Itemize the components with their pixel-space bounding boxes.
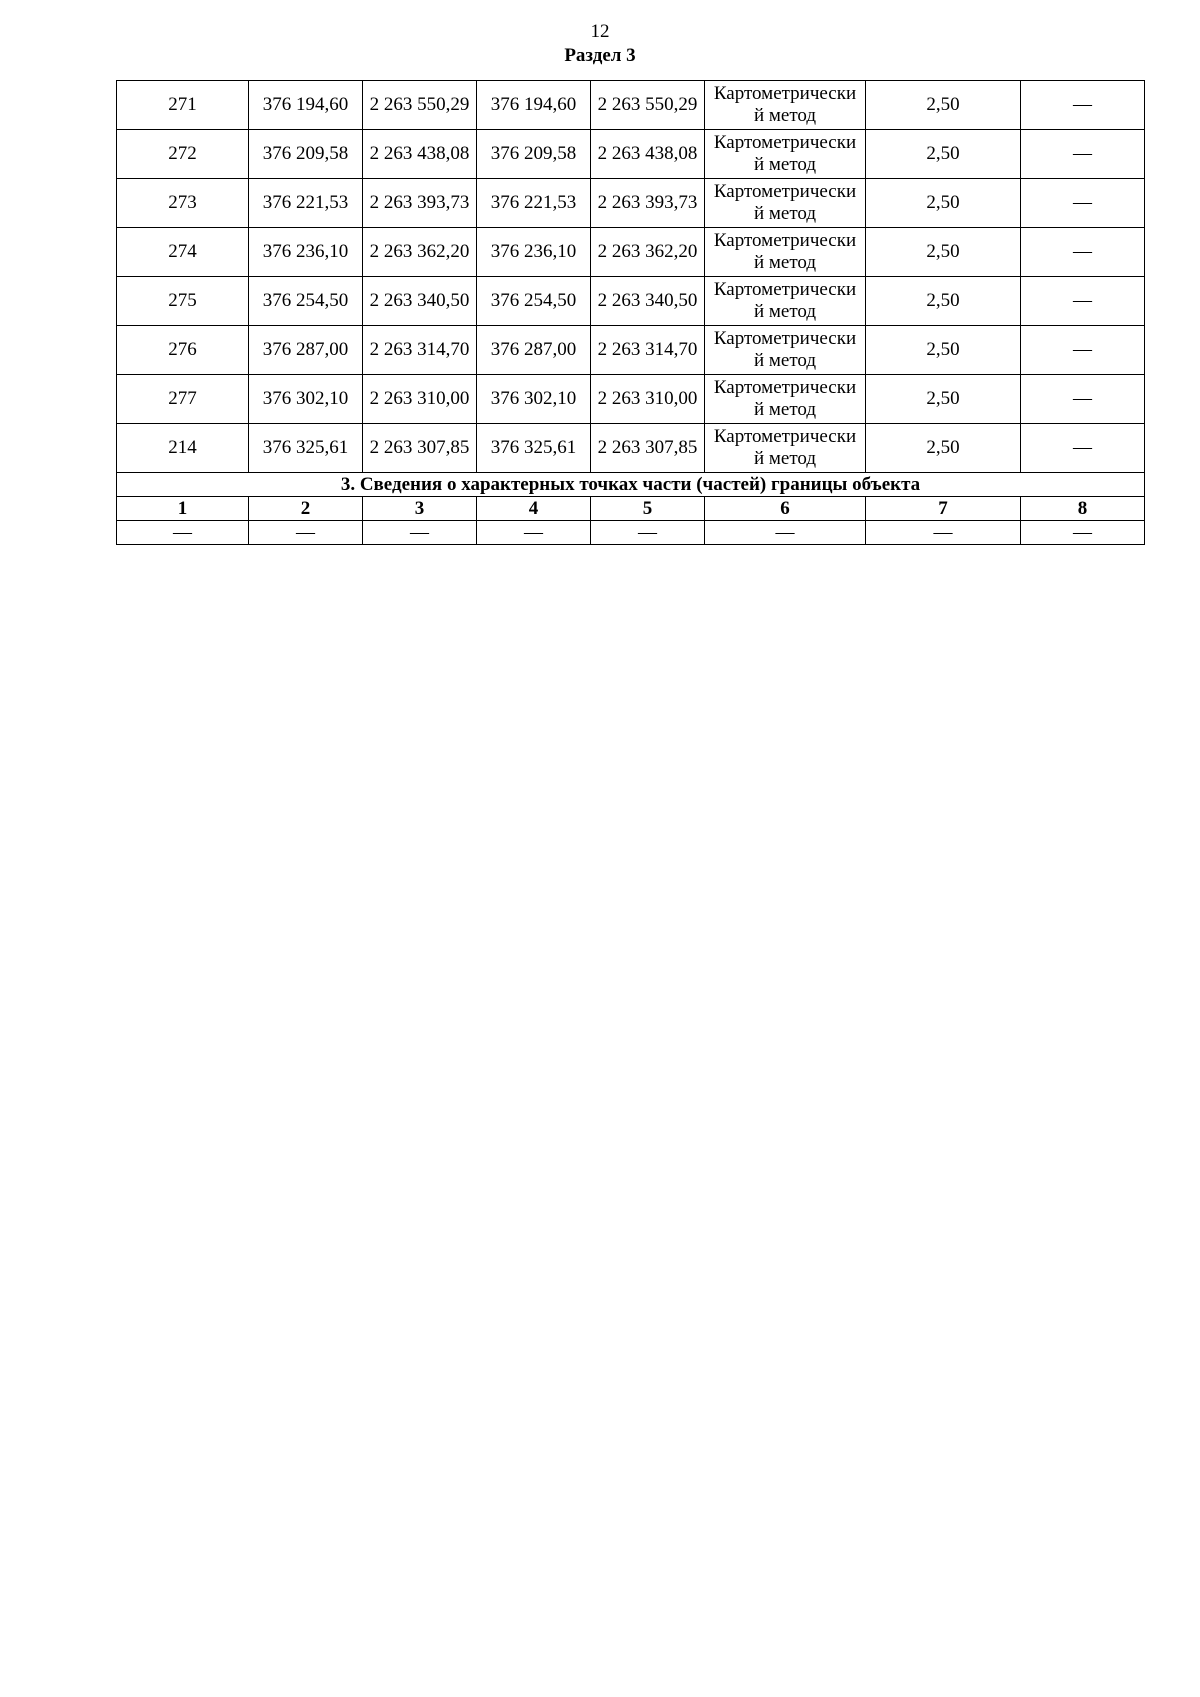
point-number-cell: 272 <box>117 130 249 179</box>
new-y-cell: 2 263 310,00 <box>591 375 705 424</box>
existing-y-cell: 2 263 550,29 <box>363 81 477 130</box>
method-cell <box>705 326 866 375</box>
column-number: 7 <box>866 497 1021 521</box>
method-line-1: Картометрически <box>713 377 857 398</box>
method-cell <box>705 130 866 179</box>
table-row <box>117 81 1145 130</box>
accuracy-cell: 2,50 <box>866 326 1021 375</box>
empty-cell: — <box>117 521 249 545</box>
page-number: 12 <box>590 21 610 42</box>
new-y-cell: 2 263 314,70 <box>591 326 705 375</box>
accuracy-cell: 2,50 <box>866 130 1021 179</box>
accuracy-cell: 2,50 <box>866 179 1021 228</box>
method-line-2: й метод <box>753 448 817 469</box>
new-x-cell: 376 236,10 <box>477 228 591 277</box>
method-line-1: Картометрически <box>713 279 857 300</box>
method-line-1: Картометрически <box>713 83 857 104</box>
point-number-cell: 273 <box>117 179 249 228</box>
column-number: 4 <box>477 497 591 521</box>
method-cell <box>705 375 866 424</box>
method-line-2: й метод <box>753 105 817 126</box>
existing-x-cell: 376 287,00 <box>249 326 363 375</box>
method-cell <box>705 179 866 228</box>
method-line-1: Картометрически <box>713 181 857 202</box>
existing-x-cell: 376 209,58 <box>249 130 363 179</box>
note-cell: — <box>1021 81 1145 130</box>
point-number-cell: 276 <box>117 326 249 375</box>
table-row <box>117 130 1145 179</box>
note-cell: — <box>1021 424 1145 473</box>
method-line-1: Картометрически <box>713 328 857 349</box>
existing-x-cell: 376 194,60 <box>249 81 363 130</box>
method-cell <box>705 277 866 326</box>
table-row <box>117 179 1145 228</box>
empty-cell: — <box>249 521 363 545</box>
method-cell <box>705 228 866 277</box>
subsection-title-row <box>117 473 1145 497</box>
accuracy-cell: 2,50 <box>866 228 1021 277</box>
table-row <box>117 277 1145 326</box>
existing-y-cell: 2 263 340,50 <box>363 277 477 326</box>
existing-x-cell: 376 325,61 <box>249 424 363 473</box>
column-number-row <box>117 497 1145 521</box>
method-cell <box>705 424 866 473</box>
method-line-2: й метод <box>753 203 817 224</box>
note-cell: — <box>1021 375 1145 424</box>
accuracy-cell: 2,50 <box>866 81 1021 130</box>
existing-x-cell: 376 254,50 <box>249 277 363 326</box>
new-x-cell: 376 209,58 <box>477 130 591 179</box>
empty-cell: — <box>591 521 705 545</box>
point-number-cell: 277 <box>117 375 249 424</box>
table-body <box>117 81 1145 473</box>
accuracy-cell: 2,50 <box>866 424 1021 473</box>
subsection-body <box>117 473 1145 545</box>
existing-y-cell: 2 263 314,70 <box>363 326 477 375</box>
empty-cell: — <box>1021 521 1145 545</box>
empty-cell: — <box>866 521 1021 545</box>
table-row <box>117 375 1145 424</box>
empty-cell: — <box>363 521 477 545</box>
empty-data-row <box>117 521 1145 545</box>
accuracy-cell: 2,50 <box>866 375 1021 424</box>
new-x-cell: 376 254,50 <box>477 277 591 326</box>
column-number: 8 <box>1021 497 1145 521</box>
existing-x-cell: 376 302,10 <box>249 375 363 424</box>
existing-y-cell: 2 263 393,73 <box>363 179 477 228</box>
method-line-2: й метод <box>753 399 817 420</box>
subsection-title: 3. Сведения о характерных точках части (частей) границы объекта <box>117 473 1145 497</box>
method-cell <box>705 81 866 130</box>
new-y-cell: 2 263 362,20 <box>591 228 705 277</box>
table-row <box>117 228 1145 277</box>
method-line-2: й метод <box>753 252 817 273</box>
method-line-2: й метод <box>753 301 817 322</box>
column-number: 6 <box>705 497 866 521</box>
new-x-cell: 376 302,10 <box>477 375 591 424</box>
method-line-2: й метод <box>753 154 817 175</box>
new-y-cell: 2 263 438,08 <box>591 130 705 179</box>
empty-cell: — <box>705 521 866 545</box>
coordinates-table <box>116 80 1145 545</box>
existing-y-cell: 2 263 362,20 <box>363 228 477 277</box>
note-cell: — <box>1021 179 1145 228</box>
existing-y-cell: 2 263 310,00 <box>363 375 477 424</box>
section-title: Раздел 3 <box>564 45 636 66</box>
column-number: 5 <box>591 497 705 521</box>
accuracy-cell: 2,50 <box>866 277 1021 326</box>
new-y-cell: 2 263 393,73 <box>591 179 705 228</box>
column-number: 1 <box>117 497 249 521</box>
existing-x-cell: 376 221,53 <box>249 179 363 228</box>
empty-cell: — <box>477 521 591 545</box>
table-row <box>117 424 1145 473</box>
point-number-cell: 274 <box>117 228 249 277</box>
new-x-cell: 376 287,00 <box>477 326 591 375</box>
column-number: 3 <box>363 497 477 521</box>
note-cell: — <box>1021 130 1145 179</box>
new-x-cell: 376 194,60 <box>477 81 591 130</box>
new-x-cell: 376 221,53 <box>477 179 591 228</box>
new-x-cell: 376 325,61 <box>477 424 591 473</box>
new-y-cell: 2 263 307,85 <box>591 424 705 473</box>
new-y-cell: 2 263 340,50 <box>591 277 705 326</box>
existing-x-cell: 376 236,10 <box>249 228 363 277</box>
existing-y-cell: 2 263 438,08 <box>363 130 477 179</box>
existing-y-cell: 2 263 307,85 <box>363 424 477 473</box>
note-cell: — <box>1021 277 1145 326</box>
method-line-1: Картометрически <box>713 132 857 153</box>
method-line-2: й метод <box>753 350 817 371</box>
note-cell: — <box>1021 228 1145 277</box>
column-number: 2 <box>249 497 363 521</box>
table-row <box>117 326 1145 375</box>
new-y-cell: 2 263 550,29 <box>591 81 705 130</box>
point-number-cell: 271 <box>117 81 249 130</box>
note-cell: — <box>1021 326 1145 375</box>
method-line-1: Картометрически <box>713 426 857 447</box>
point-number-cell: 214 <box>117 424 249 473</box>
point-number-cell: 275 <box>117 277 249 326</box>
method-line-1: Картометрически <box>713 230 857 251</box>
